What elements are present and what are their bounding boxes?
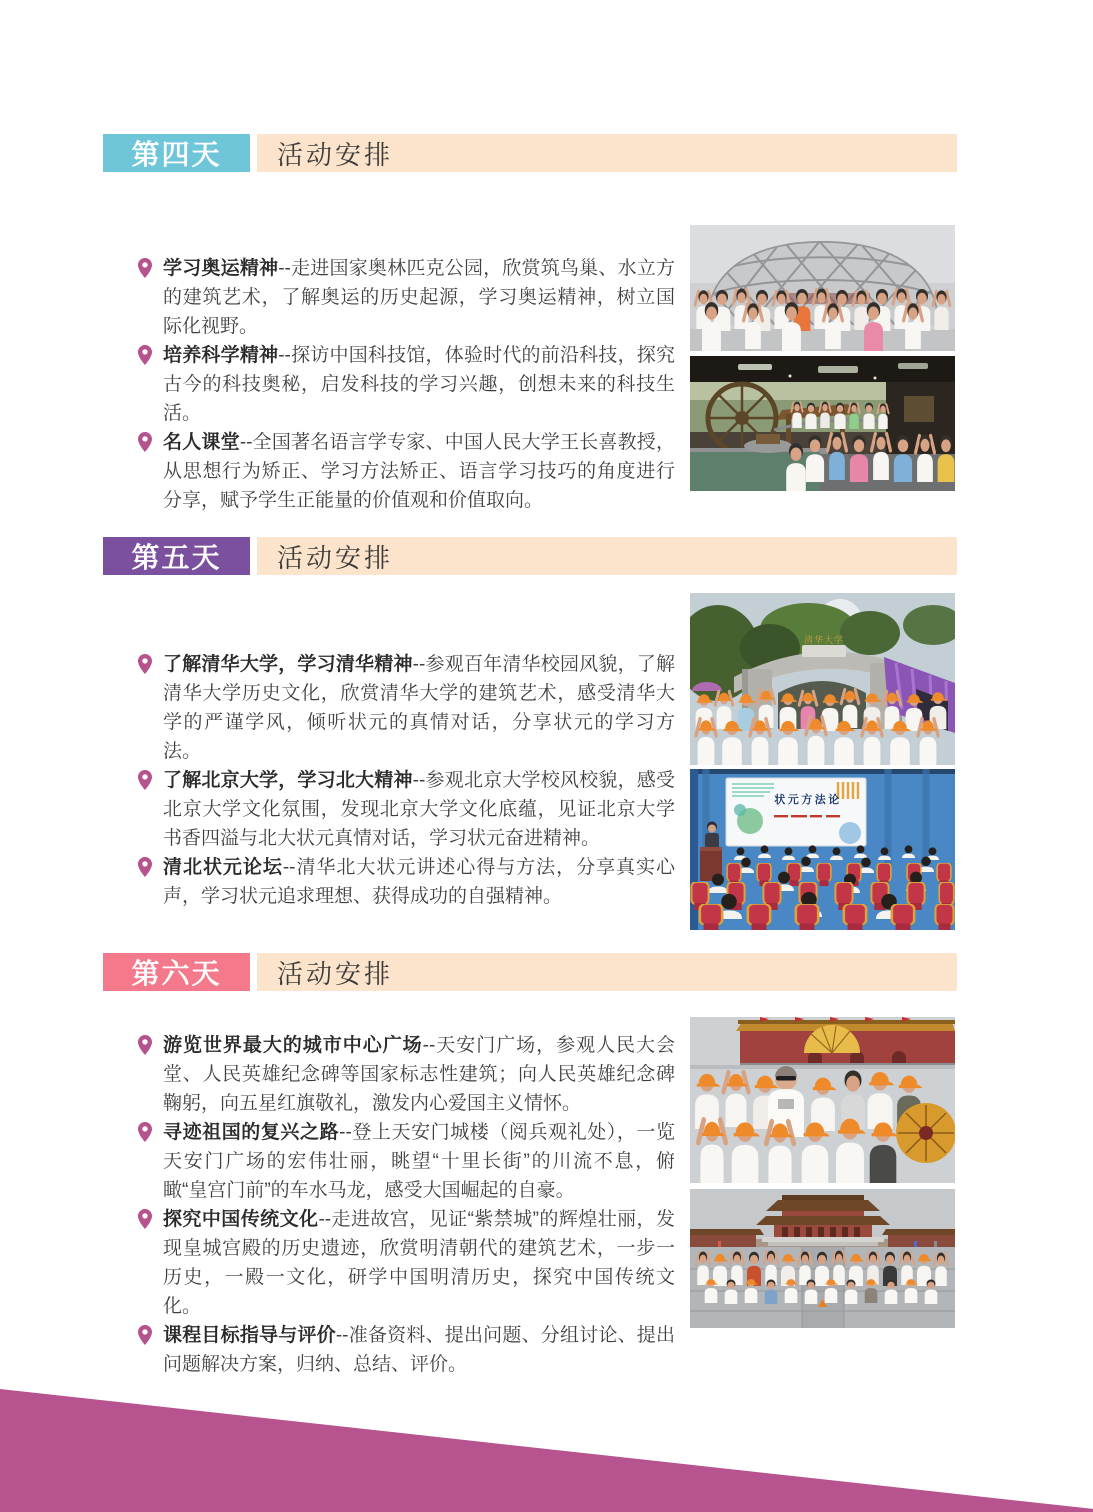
location-pin-icon	[138, 258, 152, 278]
bullet-item	[138, 766, 675, 853]
bullet-text: 学习奥运精神--走进国家奥林匹克公园，欣赏筑鸟巢、水立方的建筑艺术，了解奥运的历史起源，学习奥运精神，树立国际化视野。	[163, 258, 675, 337]
day5-badge-label: 第五天	[131, 542, 222, 573]
day6-header-title: 活动安排	[277, 958, 394, 989]
day5-header-title: 活动安排	[277, 542, 394, 573]
location-pin-icon	[138, 1122, 152, 1142]
bullet-text: 探究中国传统文化--走进故宫，见证“紫禁城”的辉煌壮丽，发现皇城宫殿的历史遗迹，欣赏明清朝代的建筑艺术，一步一历史，一殿一文化，研学中国明清历史，探究中国传统文化。	[163, 1209, 675, 1317]
birds-nest-group-photo	[690, 225, 955, 351]
gate-inscription-text: 清华大学	[803, 635, 845, 645]
bullet-text: 了解清华大学，学习清华精神--参观百年清华校园风貌，了解清华大学历史文化，欣赏清华大学的建筑艺术，感受清华大学的严谨学风，倾听状元的真情对话，分享状元的学习方法。	[163, 654, 675, 762]
screen-title-text: 状元方法论	[774, 794, 842, 806]
day6-badge	[103, 953, 250, 991]
bullet-item	[138, 254, 675, 341]
tsinghua-gate-group-photo	[690, 593, 955, 765]
location-pin-icon	[138, 1325, 152, 1345]
location-pin-icon	[138, 1035, 152, 1055]
day6-badge-label: 第六天	[131, 958, 222, 989]
bullet-text: 了解北京大学，学习北大精神--参观北京大学校风校貌，感受北京大学文化氛围，发现北京大学文化底蕴，见证北京大学书香四溢与北大状元真情对话，学习状元奋进精神。	[163, 770, 675, 849]
day4-header-bar	[257, 134, 957, 172]
bullet-item	[138, 428, 675, 515]
bullet-text: 名人课堂--全国著名语言学专家、中国人民大学王长喜教授，从思想行为矫正、学习方法矫正、语言学习技巧的角度进行分享，赋予学生正能量的价值观和价值取向。	[163, 432, 675, 511]
day4-badge-label: 第四天	[131, 139, 222, 170]
bullet-item	[138, 1321, 675, 1379]
bullet-item	[138, 650, 675, 766]
day6-bullet-list	[138, 1031, 675, 1379]
day4-header-title: 活动安排	[277, 139, 394, 170]
bottom-diagonal-decoration	[0, 1389, 1093, 1512]
bullet-item	[138, 853, 675, 911]
science-museum-group-photo	[690, 356, 955, 491]
tiananmen-group-photo	[690, 1017, 955, 1183]
champion-forum-photo	[690, 769, 955, 930]
bullet-text: 寻迹祖国的复兴之路--登上天安门城楼（阅兵观礼处），一览天安门广场的宏伟壮丽，眺望“十里长街”的川流不息，俯瞰“皇宫门前”的车水马龙，感受大国崛起的自豪。	[163, 1122, 675, 1201]
day5-bullet-list	[138, 650, 675, 911]
bullet-text: 清北状元论坛--清华北大状元讲述心得与方法，分享真实心声，学习状元追求理想、获得成功的自强精神。	[163, 857, 675, 907]
location-pin-icon	[138, 432, 152, 452]
bullet-item	[138, 341, 675, 428]
bullet-item	[138, 1118, 675, 1205]
day4-bullet-list	[138, 254, 675, 515]
location-pin-icon	[138, 345, 152, 365]
bullet-item	[138, 1205, 675, 1321]
location-pin-icon	[138, 654, 152, 674]
day6-header-bar	[257, 953, 957, 991]
day5-header-bar	[257, 537, 957, 575]
location-pin-icon	[138, 857, 152, 877]
day4-badge	[103, 134, 250, 172]
bullet-text: 课程目标指导与评价--准备资料、提出问题、分组讨论、提出问题解决方案，归纳、总结、评价。	[163, 1325, 675, 1375]
location-pin-icon	[138, 770, 152, 790]
bullet-text: 游览世界最大的城市中心广场--天安门广场，参观人民大会堂、人民英雄纪念碑等国家标志性建筑；向人民英雄纪念碑鞠躬，向五星红旗敬礼，激发内心爱国主义情怀。	[163, 1035, 675, 1114]
forbidden-city-group-photo	[690, 1189, 955, 1328]
bullet-item	[138, 1031, 675, 1118]
bullet-text: 培养科学精神--探访中国科技馆，体验时代的前沿科技，探究古今的科技奥秘，启发科技的学习兴趣，创想未来的科技生活。	[163, 345, 675, 424]
day5-badge	[103, 537, 250, 575]
location-pin-icon	[138, 1209, 152, 1229]
